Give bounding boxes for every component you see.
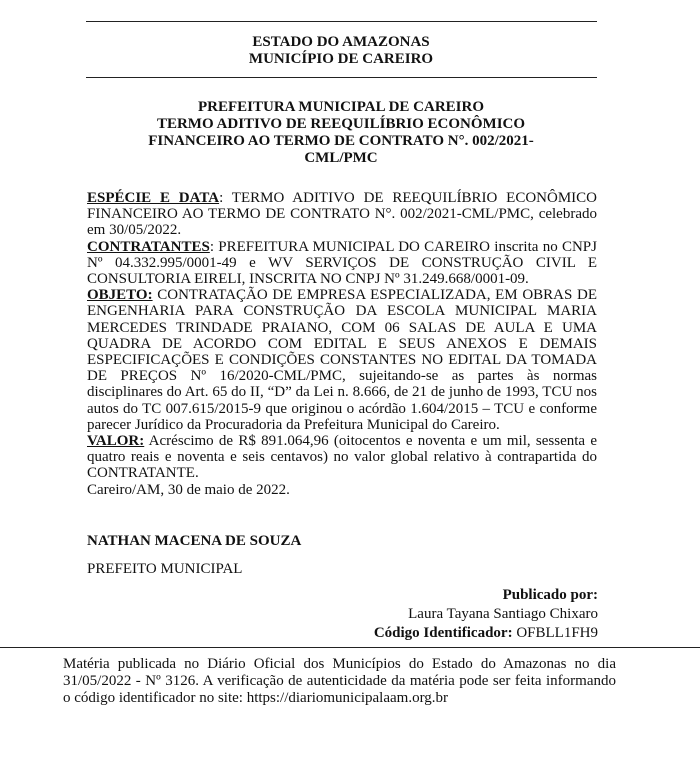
- title-line-1: PREFEITURA MUNICIPAL DE CAREIRO: [198, 99, 484, 115]
- especie-label: ESPÉCIE E DATA: [87, 190, 220, 206]
- document-body: [87, 190, 597, 498]
- valor-paragraph: [87, 433, 597, 482]
- valor-text: Acréscimo de R$ 891.064,96 (oitocentos e noventa e um mil, sessenta e quatro reais e noventa e seis centavos) no valor global relativo à contrapartida do CONTRATANTE.: [87, 433, 597, 482]
- identifier-code: OFBLL1FH9: [516, 625, 598, 641]
- signatory-name: NATHAN MACENA DE SOUZA: [87, 533, 302, 549]
- identifier-label: Código Identificador:: [373, 625, 513, 641]
- header-state: ESTADO DO AMAZONAS: [252, 34, 430, 50]
- publication-block: [374, 586, 598, 643]
- document-title: [86, 99, 596, 167]
- header-bottom-rule: [86, 77, 597, 78]
- objeto-label: OBJETO:: [87, 287, 153, 304]
- valor-label: VALOR:: [87, 433, 145, 450]
- footer-rule: [0, 647, 700, 648]
- objeto-paragraph: [87, 287, 597, 433]
- signatory-role: PREFEITO MUNICIPAL: [87, 561, 243, 577]
- published-by-label: Publicado por:: [502, 587, 598, 603]
- title-line-3: FINANCEIRO AO TERMO DE CONTRATO N°. 002/2021-: [148, 133, 534, 149]
- contratantes-paragraph: [87, 239, 597, 288]
- contratantes-text: : PREFEITURA MUNICIPAL DO CAREIRO inscrita no CNPJ Nº 04.332.995/0001-49 e WV SERVIÇOS DE CONSTRUÇÃO CIVIL E CONSULTORIA EIRELI, INSCRITA NO CNPJ Nº 31.249.668/0001-09.: [87, 238, 597, 288]
- title-line-4: CML/PMC: [304, 150, 378, 166]
- footer-note: Matéria publicada no Diário Oficial dos Municípios do Estado do Amazonas no dia 31/05/2022 - Nº 3126. A verificação de autenticidade da matéria pode ser feita informando o código identificador no site: https://diariomunicipalaam.org.br: [63, 656, 616, 706]
- objeto-text: CONTRATAÇÃO DE EMPRESA ESPECIALIZADA, EM OBRAS DE ENGENHARIA PARA CONSTRUÇÃO DA ESCOLA MUNICIPAL MARIA MERCEDES TRINDADE PRAIANO, COM 06 SALAS DE AULA E UMA QUADRA DE ACORDO COM EDITAL E SEUS ANEXOS E DEMAIS ESPECIFICAÇÕES E CONDIÇÕES CONSTANTES NO EDITAL DA TOMADA DE PREÇOS Nº 16/2020-CML/PMC, sujeitando-se as partes às normas disciplinares do Art. 65 do II, “D” da Lei n. 8.666, de 21 de junho de 1993, TCU nos autos do TC 007.615/2015-9 que originou o acórdão 1.604/2015 – TCU e conforme parecer Jurídico da Procuradoria da Prefeitura Municipal do Careiro.: [87, 287, 597, 433]
- header-top-rule: [86, 21, 597, 22]
- especie-text: : TERMO ADITIVO DE REEQUILÍBRIO ECONÔMICO FINANCEIRO AO TERMO DE CONTRATO N°. 002/2021-CML/PMC, celebrado em 30/05/2022.: [87, 190, 597, 239]
- especie-paragraph: [87, 190, 597, 239]
- date-place: Careiro/AM, 30 de maio de 2022.: [87, 481, 290, 498]
- identifier-line: [374, 624, 598, 643]
- header-municipality: MUNICÍPIO DE CAREIRO: [248, 51, 434, 67]
- publisher-name: Laura Tayana Santiago Chixaro: [408, 606, 598, 622]
- contratantes-label: CONTRATANTES: [87, 238, 210, 255]
- title-line-2: TERMO ADITIVO DE REEQUILÍBRIO ECONÔMICO: [156, 116, 526, 132]
